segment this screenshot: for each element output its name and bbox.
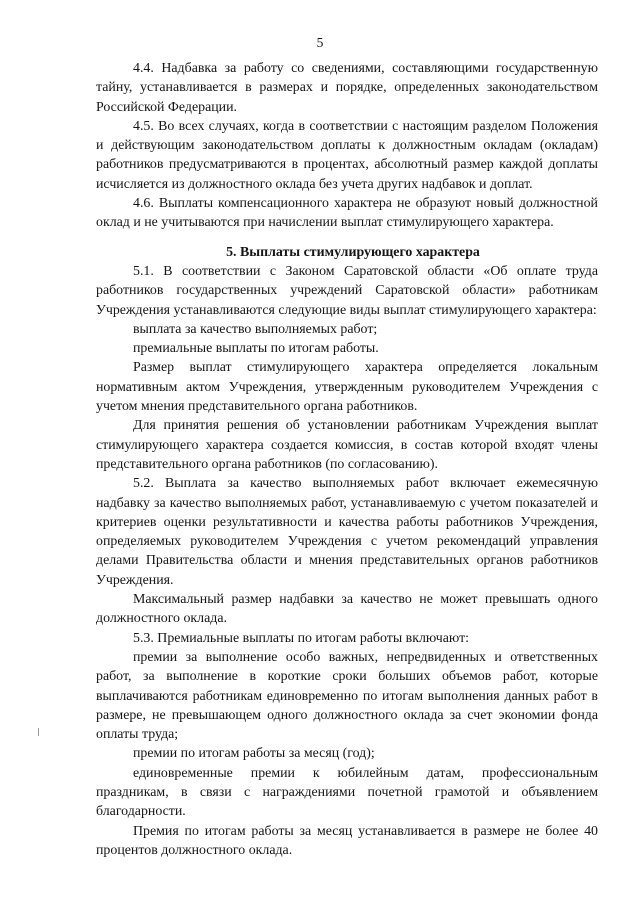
- document-body: [96, 59, 598, 860]
- scan-margin-mark: [38, 728, 39, 736]
- paragraph: Для принятия решения об установлении работникам Учреждения выплат стимулирующего характера создается комиссия, в состав которой входят члены представительного органа работников (по согласованию).: [96, 418, 598, 472]
- paragraph-4-4: 4.4. Надбавка за работу со сведениями, составляющими государственную тайну, устанавливается в размерах и порядке, определенных законодательством Российской Федерации.: [96, 61, 598, 115]
- list-item: выплата за качество выполняемых работ;: [133, 321, 378, 337]
- paragraph: Премия по итогам работы за месяц устанавливается в размере не более 40 процентов должностного оклада.: [96, 823, 598, 858]
- paragraph-5-2: 5.2. Выплата за качество выполняемых работ включает ежемесячную надбавку за качество выполняемых работ, устанавливаемую с учетом показателей и критериев оценки результативности и качества работы работников Учреждения, определяемых руководителем Учреждения с учетом рекомендаций управления делами Правительства области и мнения представительных органов работников Учреждения.: [96, 476, 598, 588]
- paragraph-4-5: 4.5. Во всех случаях, когда в соответствии с настоящим разделом Положения и действующим законодательством доплаты к должностным окладам (окладам) работников предусматриваются в процентах, абсолютный размер каждой доплаты исчисляется из должностного оклада без учета других надбавок и доплат.: [96, 118, 598, 192]
- list-item: единовременные премии к юбилейным датам, профессиональным праздникам, в связи с награждениями почетной грамотой и объявлением благодарности.: [96, 765, 598, 820]
- list-item: премии по итогам работы за месяц (год);: [133, 746, 375, 762]
- paragraph: Максимальный размер надбавки за качество не может превышать одного должностного оклада.: [96, 592, 598, 627]
- section-heading: 5. Выплаты стимулирующего характера: [226, 244, 480, 260]
- list-item: премиальные выплаты по итогам работы.: [133, 341, 379, 357]
- list-item: премии за выполнение особо важных, непредвиденных и ответственных работ, за выполнение в короткие сроки больших объемов работ, которые выплачиваются работникам единовременно по итогам выполнения данных работ в размере, не превышающем одного должностного оклада за счет экономии фонда оплаты труда;: [96, 649, 598, 743]
- page-number: 5: [316, 35, 324, 50]
- paragraph-5-3: 5.3. Премиальные выплаты по итогам работы включают:: [133, 630, 469, 646]
- paragraph: Размер выплат стимулирующего характера определяется локальным нормативным актом Учреждения, утвержденным руководителем Учреждения с учетом мнения представительного органа работников.: [96, 360, 598, 415]
- paragraph-5-1: 5.1. В соответствии с Законом Саратовской области «Об оплате труда работников государственных учреждений Саратовской области» работникам Учреждения устанавливаются следующие виды выплат стимулирующего характера:: [96, 263, 598, 318]
- paragraph-4-6: 4.6. Выплаты компенсационного характера не образуют новый должностной оклад и не учитываются при начислении выплат стимулирующего характера.: [96, 196, 598, 231]
